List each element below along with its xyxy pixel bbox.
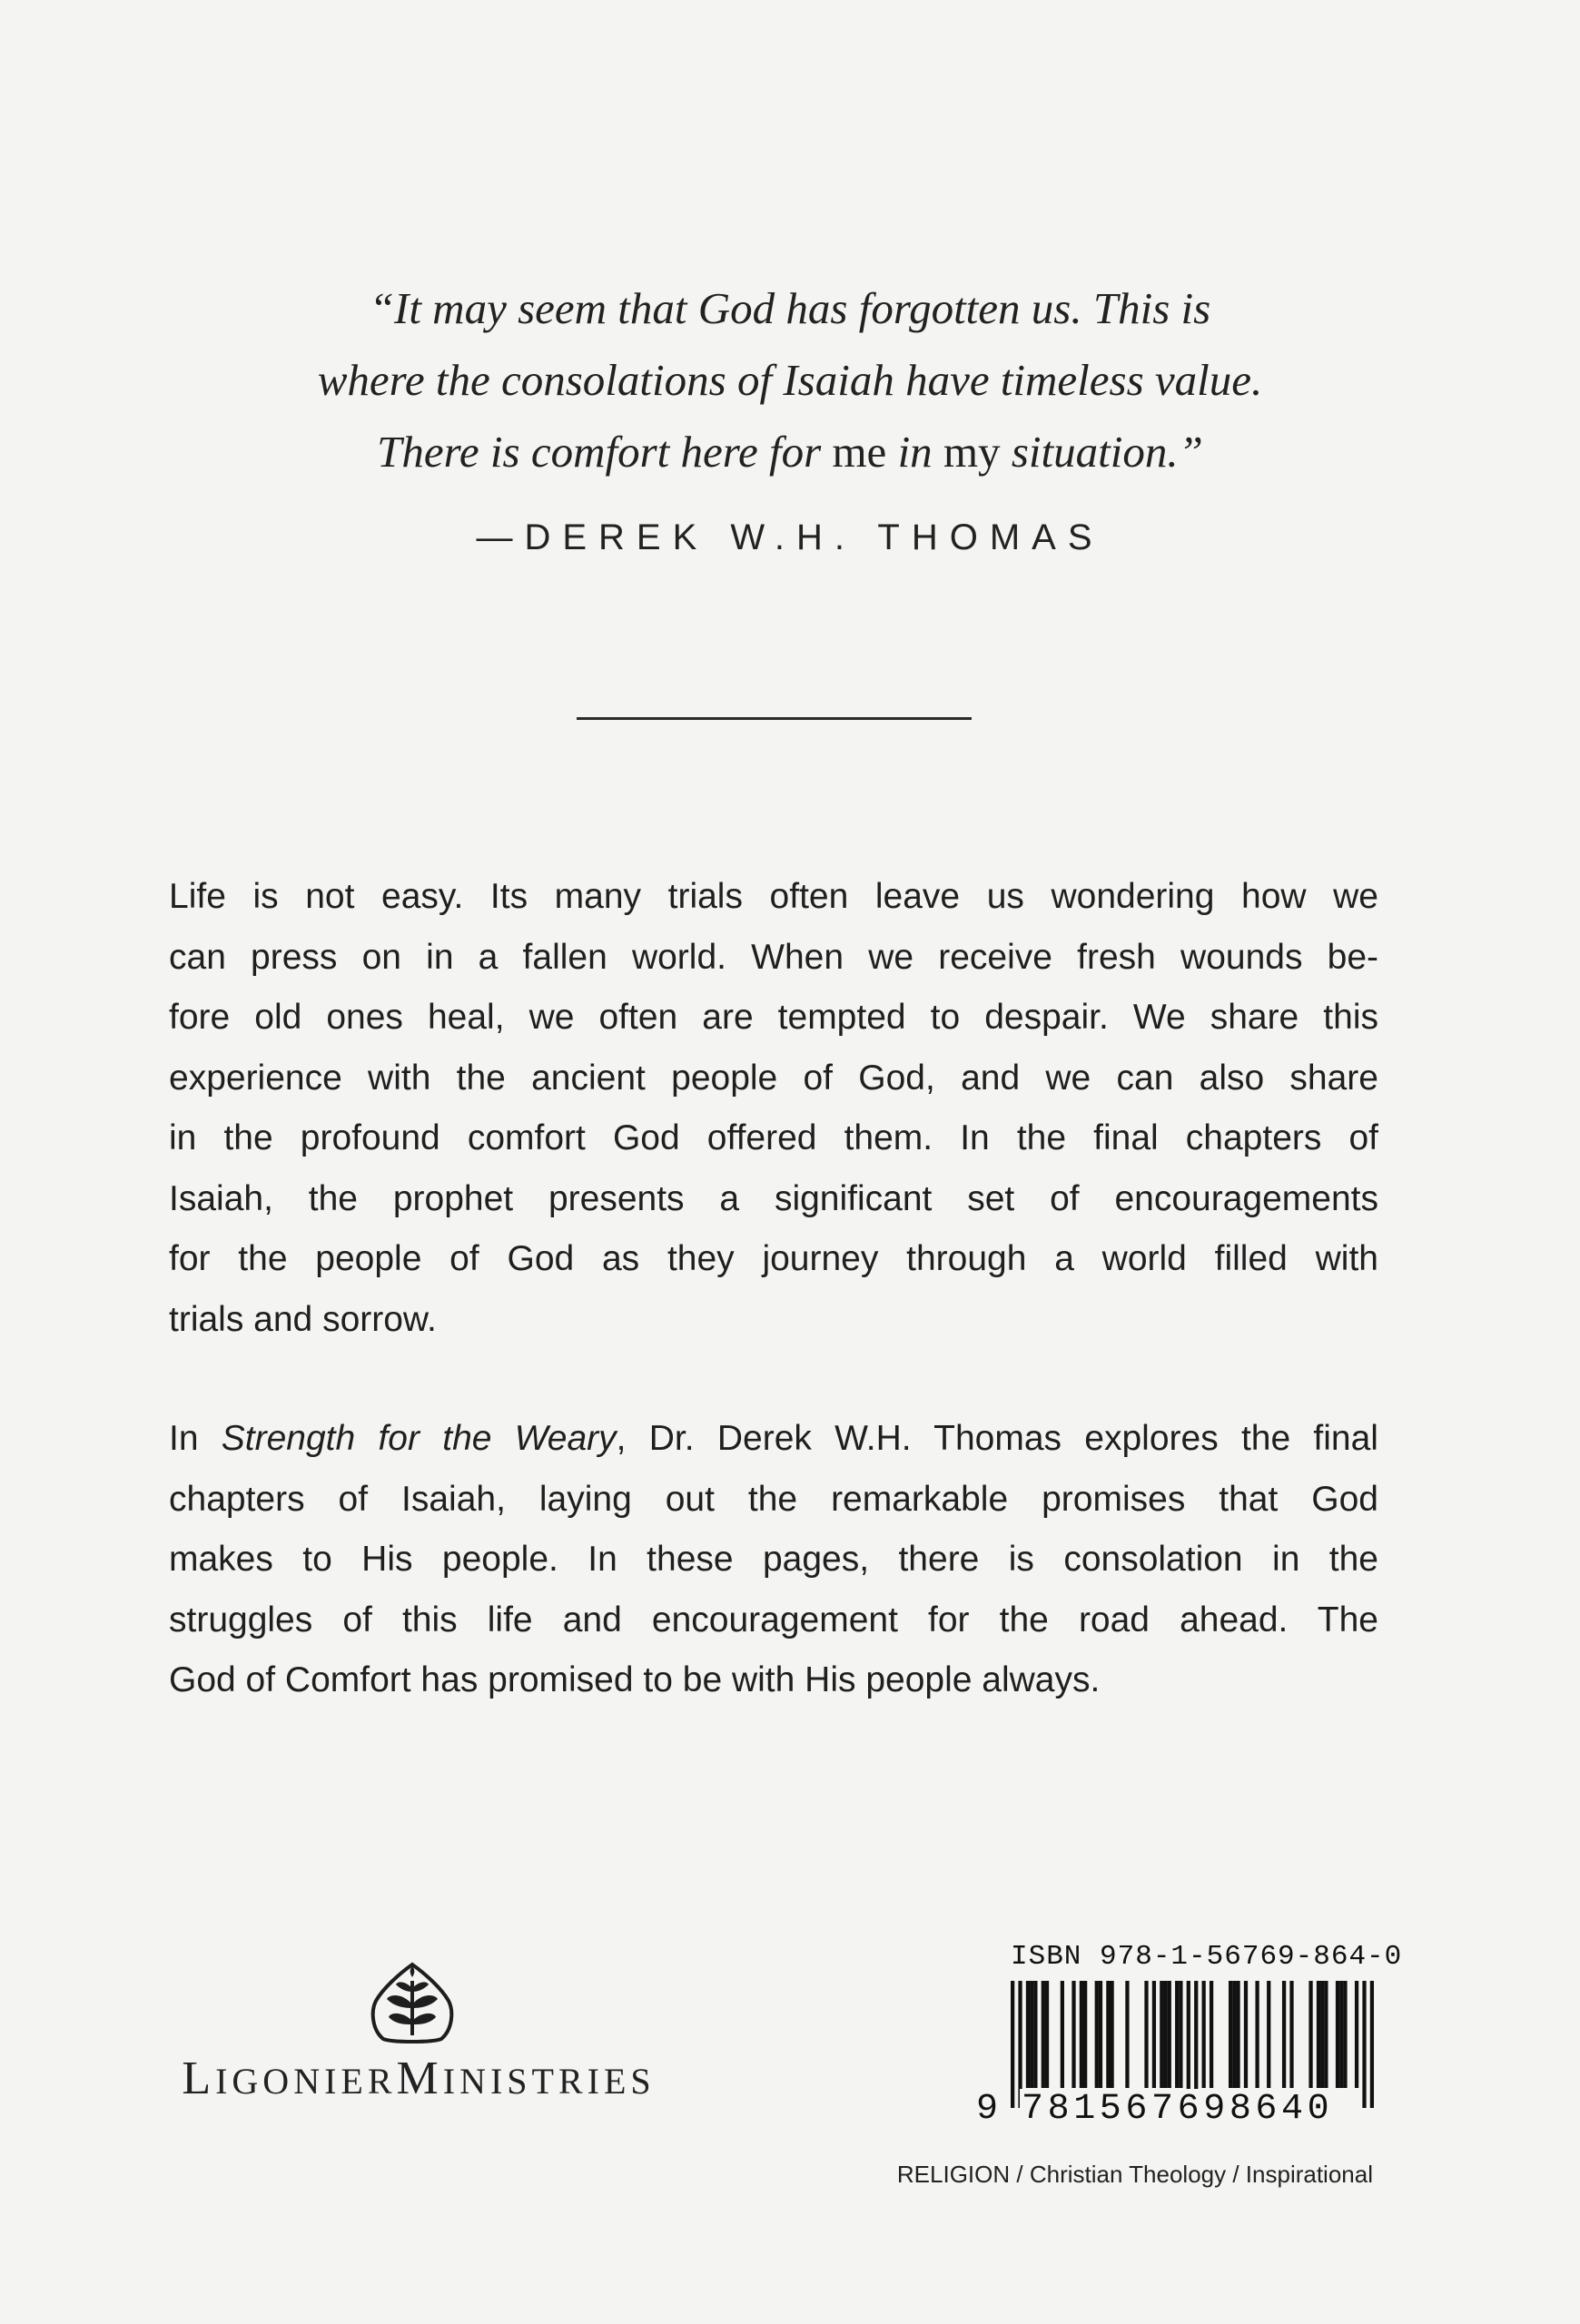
barcode-bar <box>1033 1981 1037 2088</box>
section-divider <box>577 717 972 720</box>
bisac-category: RELIGION / Christian Theology / Inspirational <box>896 2161 1373 2188</box>
barcode-bar <box>1255 1981 1259 2088</box>
isbn-barcode-block <box>976 1941 1403 2133</box>
barcode-bar <box>1071 1981 1075 2088</box>
publisher-name-part: IGONIER <box>215 2061 397 2102</box>
barcode-bar <box>1168 1981 1171 2088</box>
description-paragraph-1 <box>169 867 1378 1350</box>
paragraph-line <box>169 1409 1378 1470</box>
paragraph-line: trials and sorrow. <box>169 1299 437 1339</box>
paragraph-line: makes to His people. In these pages, there is consolation in the <box>169 1540 1378 1579</box>
barcode-guard-bar <box>1011 1981 1014 2108</box>
barcode-bar <box>1175 1981 1179 2088</box>
quote-emphasis-me: me <box>832 427 887 477</box>
ean-first-digit: 9 <box>976 2089 999 2130</box>
barcode-bar <box>1308 1981 1312 2088</box>
quote-line-3-part: There is comfort here for <box>377 427 833 477</box>
barcode-bar <box>1095 1981 1099 2088</box>
barcode-bar <box>1336 1981 1339 2088</box>
barcode-bar <box>1210 1981 1213 2088</box>
paragraph-line: experience with the ancient people of God, and we can also share <box>169 1058 1378 1098</box>
barcode-bar <box>1061 1981 1064 2088</box>
barcode-bar <box>1179 1981 1182 2088</box>
barcode-bar <box>1163 1981 1167 2088</box>
quote-line-3-part: in <box>886 427 943 477</box>
barcode-bar <box>1317 1981 1320 2088</box>
barcode-bar <box>1339 1981 1343 2088</box>
quote-line-3 <box>182 416 1398 487</box>
barcode-bar <box>1152 1981 1156 2088</box>
barcode-bar <box>1244 1981 1248 2088</box>
barcode-bar <box>1080 1981 1083 2088</box>
barcode-bar <box>1282 1981 1286 2088</box>
barcode-bar <box>1144 1981 1148 2088</box>
barcode-bar <box>1343 1981 1347 2088</box>
paragraph-text: , Dr. Derek W.H. Thomas explores the final <box>616 1419 1378 1458</box>
ean-digits: 781567698640 <box>1022 2089 1334 2130</box>
barcode-bar <box>1320 1981 1324 2088</box>
book-title: Strength for the Weary <box>221 1419 617 1458</box>
barcode-bar <box>1236 1981 1239 2088</box>
barcode-bar <box>1042 1981 1045 2088</box>
paragraph-text: In <box>169 1419 222 1458</box>
barcode-bar <box>1110 1981 1113 2088</box>
publisher-name-initial: L <box>182 2053 216 2104</box>
barcode-bar <box>1289 1981 1293 2088</box>
description-paragraph-2 <box>169 1409 1378 1711</box>
barcode-bar <box>1160 1981 1163 2088</box>
barcode-bar <box>1045 1981 1049 2088</box>
publisher-logo <box>169 1961 668 2104</box>
tree-in-shield-icon <box>369 1961 456 2044</box>
barcode-bar <box>1099 1981 1102 2088</box>
barcode-bar <box>1229 1981 1232 2088</box>
paragraph-line: can press on in a fallen world. When we receive fresh wounds be- <box>169 937 1378 977</box>
barcode-bar <box>1030 1981 1033 2088</box>
paragraph-line: chapters of Isaiah, laying out the remarkable promises that God <box>169 1479 1378 1519</box>
quote-emphasis-my: my <box>943 427 1001 477</box>
paragraph-line: fore old ones heal, we often are tempted to despair. We share this <box>169 998 1378 1037</box>
quote-attribution: —DEREK W.H. THOMAS <box>476 517 1104 557</box>
barcode-bar <box>1026 1981 1030 2088</box>
paragraph-line: God of Comfort has promised to be with His people always. <box>169 1660 1101 1699</box>
barcode-bar <box>1267 1981 1270 2088</box>
quote-line-1: “It may seem that God has forgotten us. This is <box>369 283 1211 333</box>
barcode-bar <box>1125 1981 1129 2088</box>
isbn-number: ISBN 978-1-56769-864-0 <box>1011 1941 1403 1973</box>
quote-line-3-part: situation.” <box>1000 427 1203 477</box>
barcode-guard-bar <box>1370 1981 1374 2108</box>
publisher-name <box>169 2052 668 2105</box>
barcode-bar <box>1355 1981 1358 2088</box>
publisher-name-initial: M <box>396 2053 443 2104</box>
barcode-bar <box>1232 1981 1236 2088</box>
barcode-bar <box>1106 1981 1110 2088</box>
paragraph-line: Life is not easy. Its many trials often leave us wondering how we <box>169 877 1378 916</box>
quote-line-2: where the consolations of Isaiah have timeless value. <box>317 355 1263 405</box>
barcode-bar <box>1324 1981 1328 2088</box>
paragraph-line: for the people of God as they journey through a world filled with <box>169 1239 1378 1278</box>
barcode-bar <box>1083 1981 1087 2088</box>
paragraph-line: Isaiah, the prophet presents a significant set of encouragements <box>169 1178 1378 1218</box>
paragraph-line: struggles of this life and encouragement for the road ahead. The <box>169 1600 1378 1640</box>
barcode-bar <box>1202 1981 1206 2088</box>
publisher-name-part: INISTRIES <box>442 2061 656 2102</box>
paragraph-line: in the profound comfort God offered them. In the final chapters of <box>169 1118 1378 1157</box>
barcode-guard-bar <box>1362 1981 1366 2108</box>
endorsement-quote <box>182 272 1398 487</box>
